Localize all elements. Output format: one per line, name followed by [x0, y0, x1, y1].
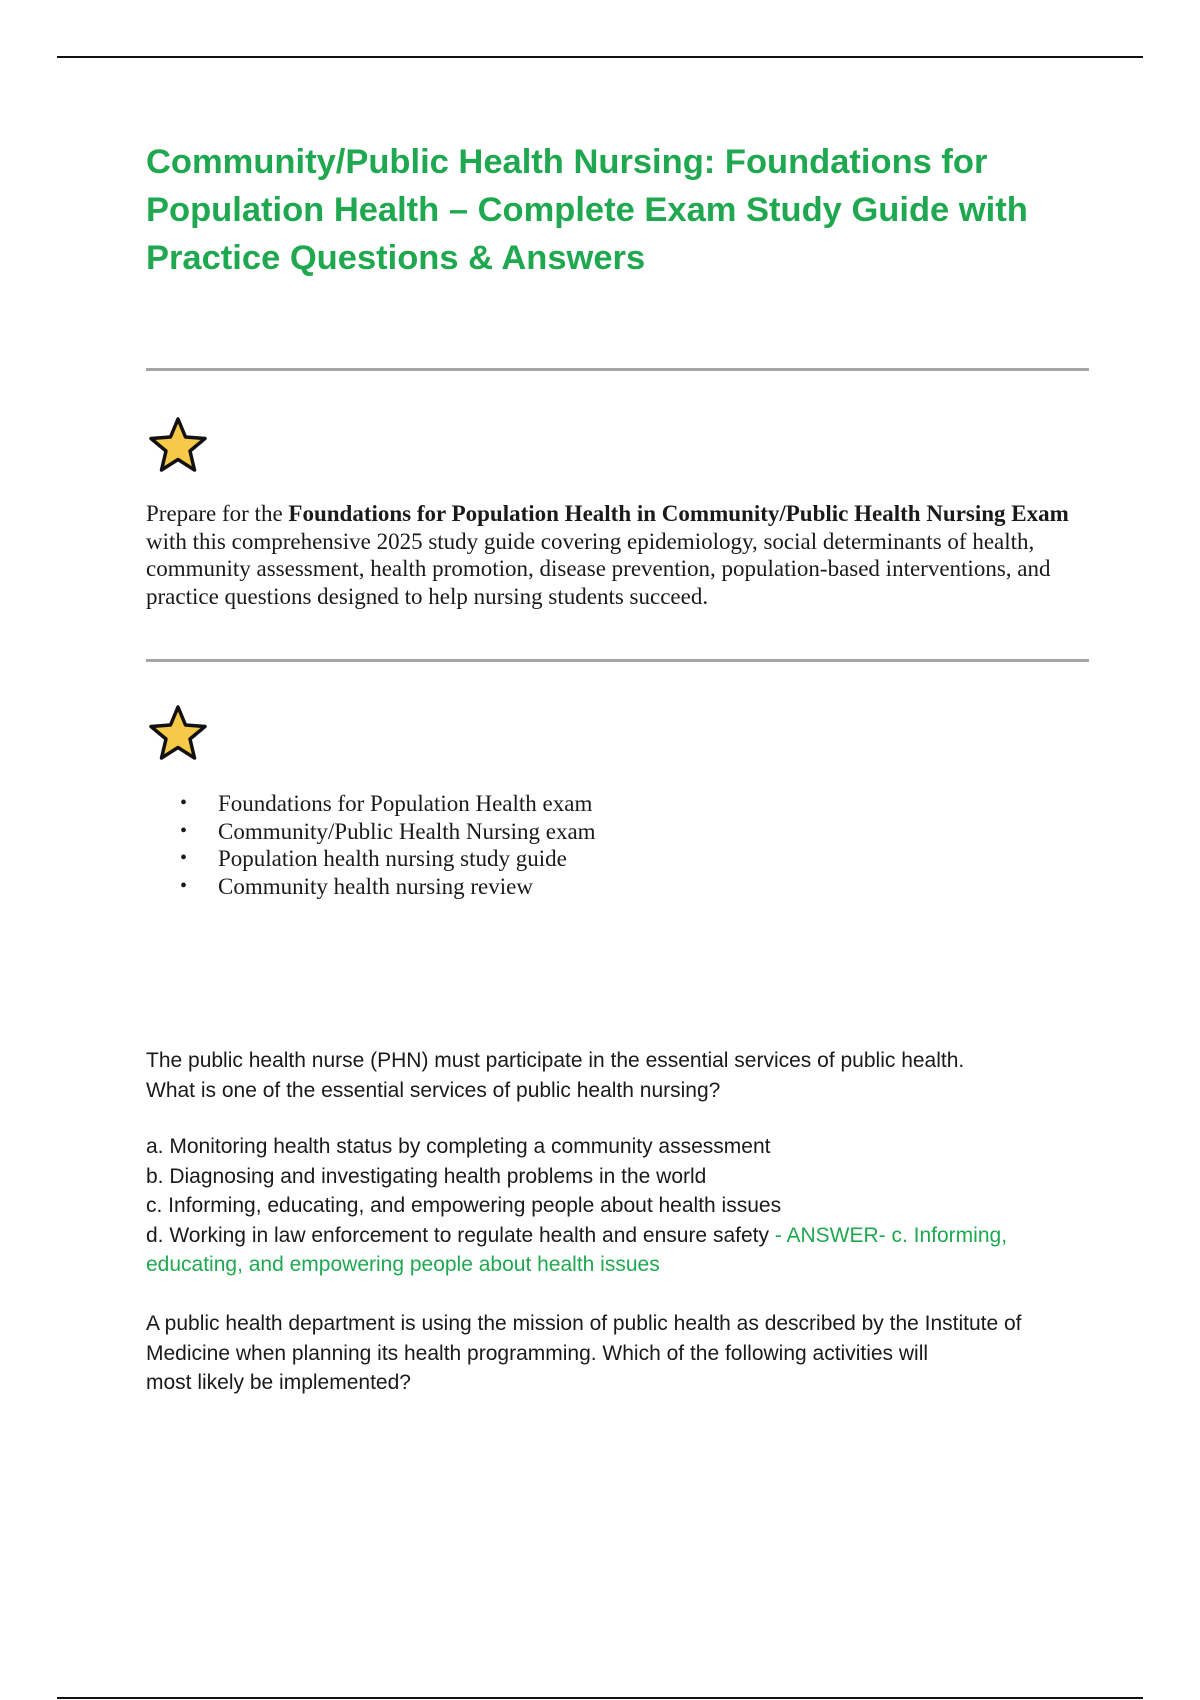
page-top-rule	[57, 56, 1143, 58]
intro-prefix: Prepare for the	[146, 501, 289, 526]
question-2-stem	[146, 1309, 1106, 1398]
question-line: What is one of the essential services of public health nursing?	[146, 1078, 721, 1102]
intro-suffix: with this comprehensive 2025 study guide covering epidemiology, social determinants of health, community assessment, health promotion, disease prevention, population-based interventions, and practice questions designed to help nursing students succeed.	[146, 528, 1051, 609]
document-title: Community/Public Health Nursing: Foundations for Population Health – Complete Exam Study Guide with Practice Questions & Answers	[146, 143, 1028, 277]
intro-exam-name: Foundations for Population Health in Community/Public Health Nursing Exam	[288, 501, 1069, 526]
list-item: • Community health nursing review	[180, 873, 596, 901]
option-c: c. Informing, educating, and empowering people about health issues	[146, 1194, 782, 1217]
section-divider	[146, 659, 1089, 662]
list-item: • Population health nursing study guide	[180, 845, 596, 873]
list-item: • Foundations for Population Health exam	[180, 790, 596, 818]
option-d: d. Working in law enforcement to regulate health and ensure safety	[146, 1223, 769, 1247]
page-bottom-rule	[57, 1697, 1143, 1699]
question-line: The public health nurse (PHN) must participate in the essential services of public health.	[146, 1049, 965, 1072]
section-divider	[146, 368, 1089, 371]
star-icon	[148, 416, 208, 474]
question-line: A public health department is using the mission of public health as described by the Institute of	[146, 1312, 1022, 1335]
keyword-list	[180, 790, 596, 900]
intro-paragraph	[146, 500, 1101, 610]
question-1-stem	[146, 1046, 1106, 1105]
option-d-with-answer	[146, 1221, 1106, 1280]
answer-text: - ANSWER- c. Informing, educating, and empowering people about health issues	[146, 1223, 1008, 1276]
option-b: b. Diagnosing and investigating health problems in the world	[146, 1164, 707, 1188]
list-item: • Community/Public Health Nursing exam	[180, 818, 596, 846]
option-a: a. Monitoring health status by completing a community assessment	[146, 1135, 771, 1158]
question-line: most likely be implemented?	[146, 1371, 411, 1394]
star-icon	[148, 704, 208, 762]
question-line: Medicine when planning its health programming. Which of the following activities will	[146, 1341, 929, 1365]
question-1-options	[146, 1132, 1106, 1280]
